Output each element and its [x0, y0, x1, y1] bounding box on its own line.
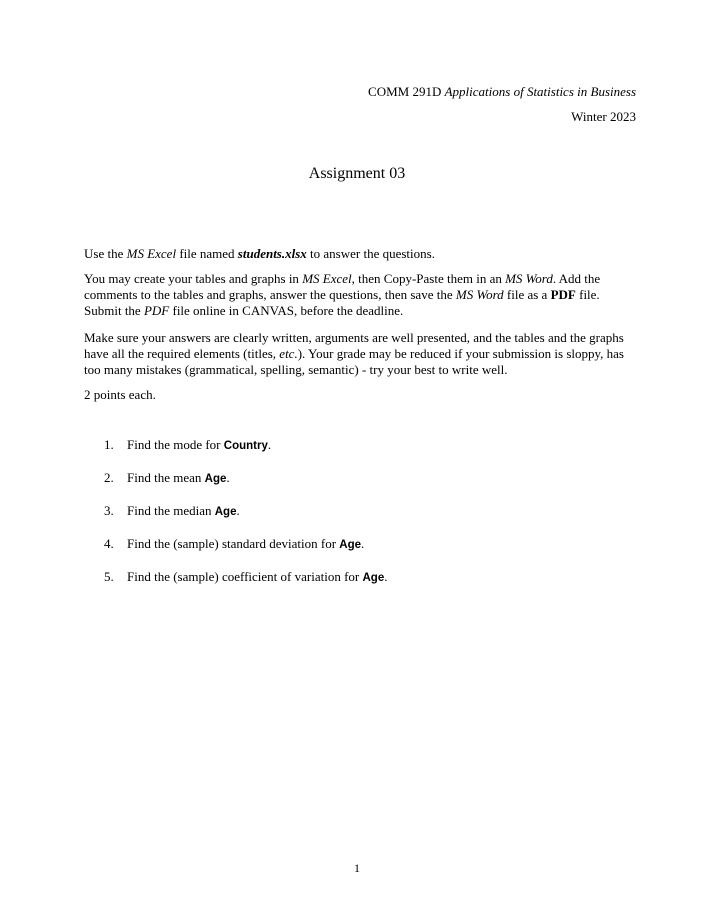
question-text — [127, 569, 387, 586]
question-variable: Age — [362, 572, 385, 584]
question-variable: Age — [339, 539, 362, 551]
intro-paragraph — [84, 246, 636, 262]
points-note: 2 points each. — [84, 387, 156, 402]
p2-word-1: MS Word — [505, 271, 553, 286]
question-item — [84, 470, 636, 503]
question-prompt: Find the (sample) coefficient of variation for — [127, 569, 363, 584]
p2-text-4: file as a — [503, 287, 551, 302]
question-number: 5. — [104, 569, 114, 584]
question-item — [84, 437, 636, 470]
question-number: 1. — [104, 437, 114, 452]
p3-etc: etc. — [279, 346, 298, 361]
question-end: . — [236, 503, 240, 518]
question-item — [84, 536, 636, 569]
term-header: Winter 2023 — [571, 109, 636, 124]
question-prompt: Find the mode for — [127, 437, 224, 452]
question-variable: Age — [204, 473, 227, 485]
p3-text-1: Make sure your answers are clearly written, arguments are well presented, and the tables and the graphs have all the required elements (titles, — [84, 330, 624, 361]
p2-word-2: MS Word — [455, 287, 504, 302]
course-header — [368, 84, 636, 100]
p3-text-2: ). Your grade may be reduced if your submission is sloppy, has too many mistakes (grammatical, spelling, semantic) - try your best to write well. — [84, 346, 624, 377]
assignment-title: Assignment 03 — [308, 165, 406, 182]
grading-paragraph — [84, 330, 636, 378]
p1-filename: students.xlsx — [237, 246, 307, 261]
question-text — [127, 437, 271, 454]
question-text — [127, 536, 364, 553]
p2-text-3: . Add the comments to the tables and graphs, answer the questions, then save the — [84, 271, 601, 302]
question-prompt: Find the median — [127, 503, 215, 518]
p2-pdf-bold: PDF — [550, 287, 576, 302]
p2-pdf-italic: PDF — [143, 303, 170, 318]
p2-text-6: file online in CANVAS, before the deadline. — [169, 303, 404, 318]
question-number: 3. — [104, 503, 114, 518]
p1-software: MS Excel — [126, 246, 177, 261]
question-item — [84, 503, 636, 536]
question-end: . — [384, 569, 388, 584]
question-number: 4. — [104, 536, 114, 551]
question-text — [127, 503, 240, 520]
instructions-paragraph — [84, 271, 636, 319]
p2-text-2: , then Copy-Paste them in an — [351, 271, 506, 286]
p1-text-3: to answer the questions. — [306, 246, 435, 261]
p1-text-1: Use the — [84, 246, 127, 261]
course-code: COMM 291D — [368, 84, 442, 99]
question-number: 2. — [104, 470, 114, 485]
question-end: . — [267, 437, 272, 452]
p2-text-5: file. Submit the — [84, 287, 600, 318]
question-text — [127, 470, 230, 487]
question-end: . — [361, 536, 365, 551]
p2-excel: MS Excel — [302, 271, 352, 286]
question-end: . — [226, 470, 230, 485]
question-variable: Age — [214, 506, 237, 518]
question-prompt: Find the mean — [127, 470, 205, 485]
question-item — [84, 569, 636, 602]
question-variable: Country — [223, 440, 268, 452]
course-title: Applications of Statistics in Business — [444, 84, 636, 99]
question-prompt: Find the (sample) standard deviation for — [127, 536, 340, 551]
question-list — [84, 437, 636, 602]
p2-text-1: You may create your tables and graphs in — [84, 271, 303, 286]
p1-text-2: file named — [176, 246, 238, 261]
page-number: 1 — [354, 861, 360, 875]
